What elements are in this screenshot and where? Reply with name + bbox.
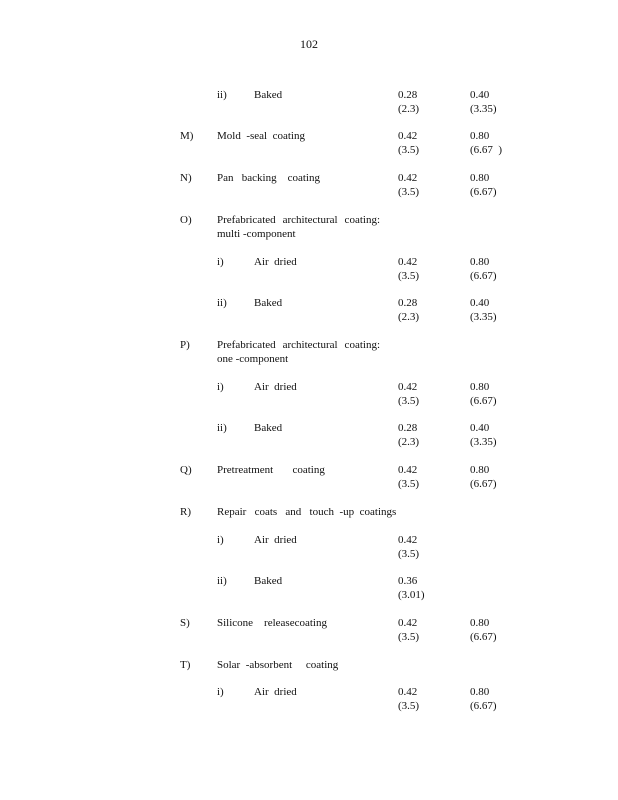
sub-item-marker: i): [217, 381, 224, 393]
sub-item-marker: i): [217, 686, 224, 698]
value-column-2: 0.40 (3.35): [470, 89, 497, 115]
item-letter: R): [180, 506, 191, 518]
sub-item-label: Baked: [254, 297, 283, 309]
value-column-2: 0.80 (6.67 ): [470, 130, 503, 156]
page-number: 102: [300, 37, 318, 51]
value-column-2: 0.80 (6.67): [470, 172, 497, 198]
value-column-2: 0.80 (6.67): [470, 617, 497, 643]
item-description: Prefabricated architectural coating: one -component: [217, 339, 380, 365]
value-column-1: 0.42 (3.5): [398, 381, 420, 407]
value-column-1: 0.42 (3.5): [398, 534, 420, 560]
item-letter: S): [180, 617, 190, 629]
sub-item-label: Baked: [254, 89, 283, 101]
sub-item-marker: ii): [217, 297, 227, 309]
item-letter: T): [180, 659, 191, 671]
item-description: Pan backing coating: [217, 172, 320, 184]
sub-item-marker: i): [217, 256, 224, 268]
sub-item-label: Air dried: [254, 686, 297, 698]
value-column-2: 0.40 (3.35): [470, 422, 497, 448]
sub-item-label: Baked: [254, 422, 283, 434]
value-column-2: 0.80 (6.67): [470, 381, 497, 407]
item-letter: O): [180, 214, 192, 226]
value-column-1: 0.42 (3.5): [398, 617, 420, 643]
item-description: Silicone releasecoating: [217, 617, 327, 629]
item-letter: Q): [180, 464, 192, 476]
item-letter: P): [180, 339, 190, 351]
sub-item-marker: ii): [217, 575, 227, 587]
value-column-1: 0.42 (3.5): [398, 172, 420, 198]
value-column-2: 0.40 (3.35): [470, 297, 497, 323]
value-column-1: 0.42 (3.5): [398, 256, 420, 282]
sub-item-label: Air dried: [254, 256, 297, 268]
value-column-2: 0.80 (6.67): [470, 464, 497, 490]
item-letter: N): [180, 172, 192, 184]
item-description: Prefabricated architectural coating: multi -component: [217, 214, 380, 240]
sub-item-label: Air dried: [254, 534, 297, 546]
sub-item-label: Air dried: [254, 381, 297, 393]
item-description: Solar -absorbent coating: [217, 659, 339, 671]
sub-item-marker: i): [217, 534, 224, 546]
value-column-1: 0.42 (3.5): [398, 130, 420, 156]
value-column-1: 0.28 (2.3): [398, 89, 420, 115]
sub-item-marker: ii): [217, 89, 227, 101]
item-description: Repair coats and touch -up coatings: [217, 506, 397, 518]
sub-item-label: Baked: [254, 575, 283, 587]
item-description: Mold -seal coating: [217, 130, 305, 142]
value-column-2: 0.80 (6.67): [470, 256, 497, 282]
item-letter: M): [180, 130, 194, 142]
value-column-1: 0.28 (2.3): [398, 422, 420, 448]
value-column-2: 0.80 (6.67): [470, 686, 497, 712]
value-column-1: 0.42 (3.5): [398, 464, 420, 490]
sub-item-marker: ii): [217, 422, 227, 434]
item-description: Pretreatment coating: [217, 464, 325, 476]
value-column-1: 0.36 (3.01): [398, 575, 425, 601]
value-column-1: 0.42 (3.5): [398, 686, 420, 712]
value-column-1: 0.28 (2.3): [398, 297, 420, 323]
